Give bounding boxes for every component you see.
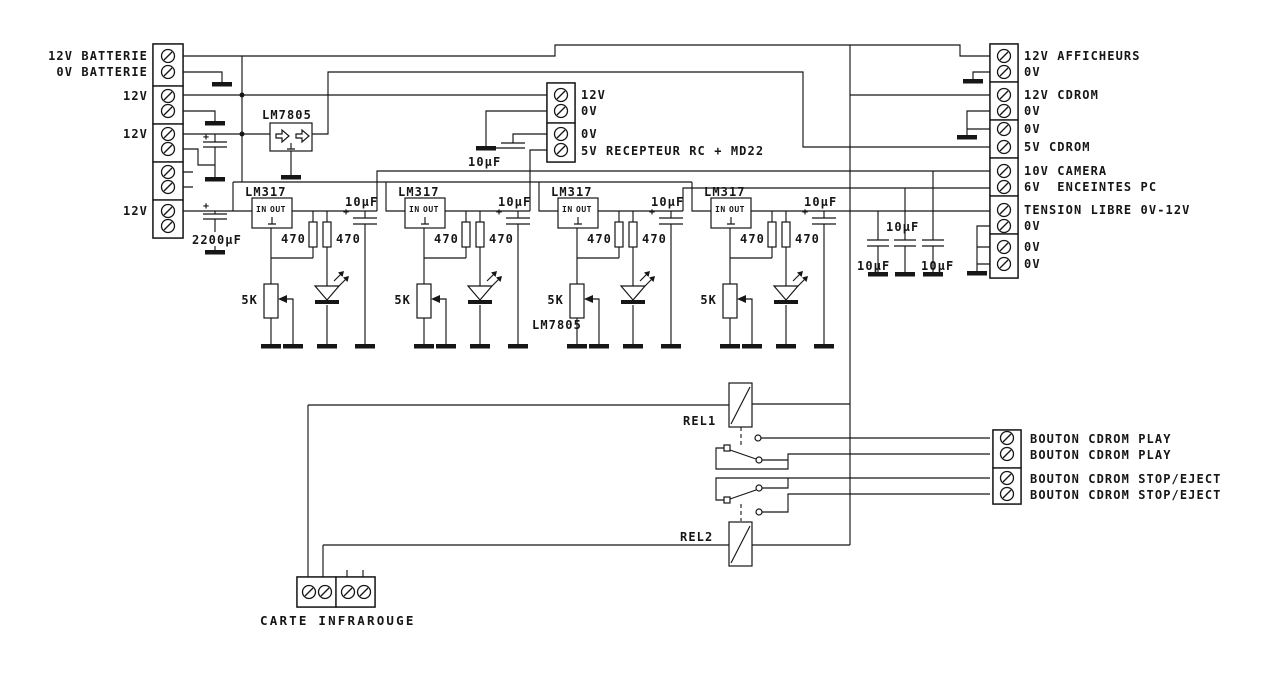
terminal-label: BOUTON CDROM STOP/EJECT <box>1030 488 1222 502</box>
relay2-label: REL2 <box>680 530 714 544</box>
junction-dot <box>240 132 245 137</box>
terminal-label: 10V CAMERA <box>1024 164 1108 178</box>
contact-point <box>756 509 762 515</box>
terminal-label: 12V CDROM <box>1024 88 1099 102</box>
wire-relay-coils <box>308 404 850 577</box>
terminal-label: BOUTON CDROM STOP/EJECT <box>1030 472 1222 486</box>
lm317-stage-1 <box>241 185 378 349</box>
terminal-label: BOUTON CDROM PLAY <box>1030 448 1172 462</box>
terminal-label: BOUTON CDROM PLAY <box>1030 432 1172 446</box>
terminal-label: TENSION LIBRE 0V-12V <box>1024 203 1191 217</box>
switch-pivot <box>724 445 730 451</box>
value-labels <box>190 132 248 247</box>
terminal-label: 12V AFFICHEURS <box>1024 49 1141 63</box>
switch-pivot <box>724 497 730 503</box>
infrared-card-label: CARTE INFRAROUGE <box>260 613 416 628</box>
junction-dot <box>240 93 245 98</box>
wire-0v-battery <box>183 72 222 121</box>
terminal-label: 5V RECEPTEUR RC + MD22 <box>581 144 765 158</box>
lm317-stage-4 <box>700 185 837 349</box>
terminal-label: 12V <box>123 89 148 103</box>
lm7805-regulator <box>262 108 312 151</box>
cap-10uf-label: 10µF <box>857 259 891 273</box>
terminal-block-receiver <box>468 83 764 169</box>
cap-2200uf-label: 2200µF <box>192 233 242 247</box>
lm7805-note-label: LM7805 <box>532 318 582 332</box>
cap-10uf-label: 10µF <box>886 220 920 234</box>
terminal-label: 0V <box>1024 65 1041 79</box>
contact-point <box>756 457 762 463</box>
terminal-label: 6V ENCEINTES PC <box>1024 180 1158 194</box>
terminal-label: 0V <box>1024 240 1041 254</box>
contact-point <box>756 485 762 491</box>
terminal-label: 0V <box>1024 122 1041 136</box>
terminal-label: 0V <box>581 104 598 118</box>
terminal-label: 12V <box>123 127 148 141</box>
terminal-label: 12V <box>581 88 606 102</box>
terminal-label: 12V <box>123 204 148 218</box>
terminal-label: 0V <box>1024 219 1041 233</box>
lm317-stage-2 <box>394 185 531 349</box>
terminal-label: 0V <box>1024 257 1041 271</box>
relays <box>680 383 762 566</box>
terminal-label: 0V BATTERIE <box>56 65 148 79</box>
relay1-label: REL1 <box>683 414 717 428</box>
wire-spare-stubs <box>183 172 193 187</box>
terminal-block-infrared <box>260 577 416 628</box>
cap-10uf-label: 10µF <box>468 155 502 169</box>
terminal-block-right <box>857 44 1191 278</box>
terminal-block-buttons <box>993 430 1221 504</box>
cap-10uf-label: 10µF <box>921 259 955 273</box>
wire-infrared-stubs <box>347 570 363 577</box>
cap-plus-label: + <box>203 132 210 143</box>
terminal-label: 0V <box>1024 104 1041 118</box>
terminal-label: 5V CDROM <box>1024 140 1091 154</box>
contact-point <box>755 435 761 441</box>
terminal-label: 0V <box>581 127 598 141</box>
wire-relay-contacts <box>716 438 990 512</box>
cap-plus-label: + <box>203 201 210 212</box>
lm7805-label: LM7805 <box>262 108 312 122</box>
terminal-label: 12V BATTERIE <box>48 49 148 63</box>
wire-5v-net <box>291 72 990 175</box>
terminal-block-left <box>48 44 183 238</box>
